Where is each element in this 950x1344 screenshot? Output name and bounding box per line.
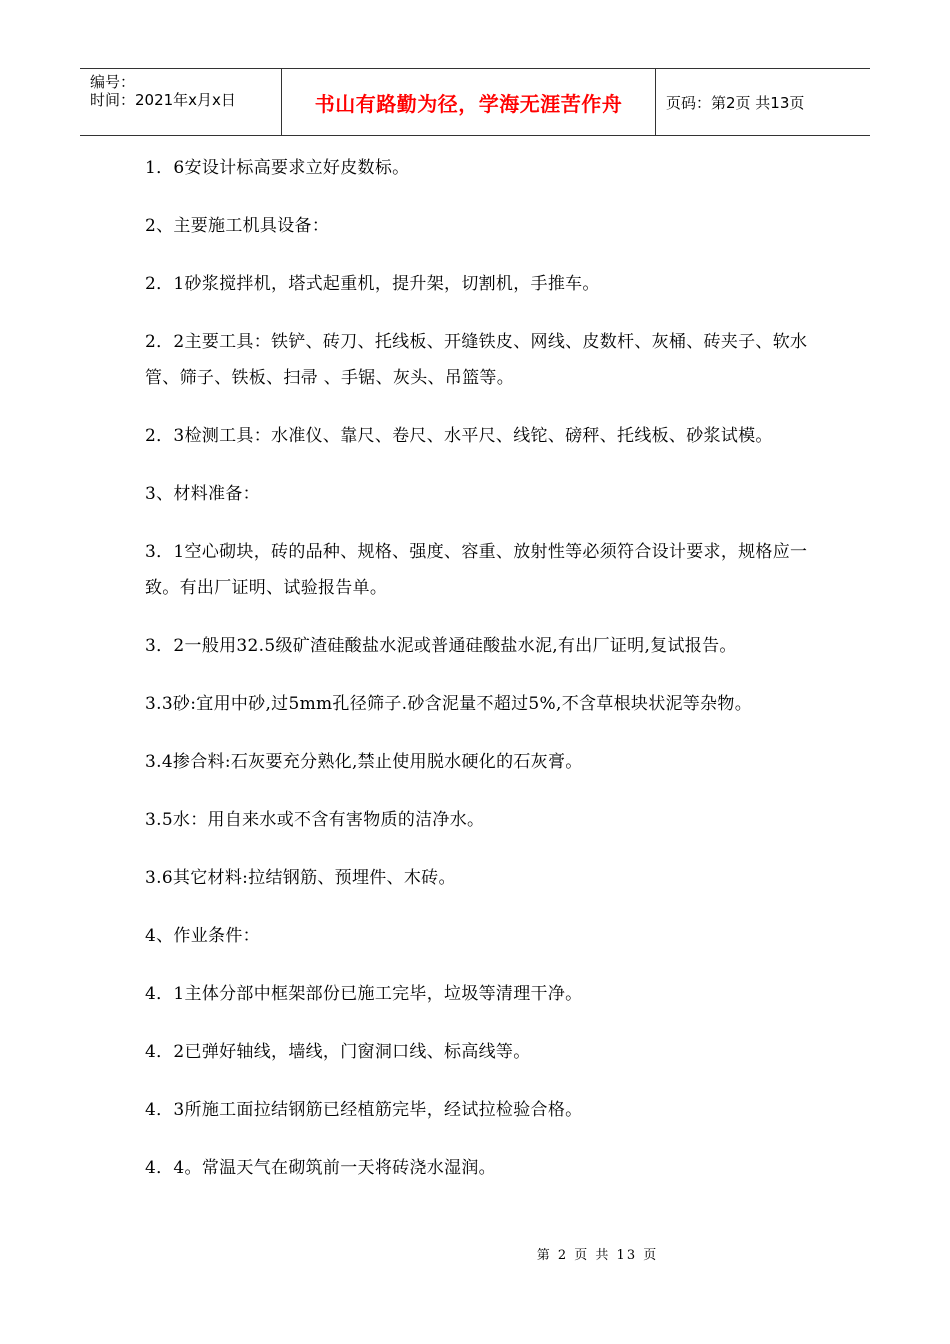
paragraph: 4．1主体分部中框架部份已施工完毕，垃圾等清理干净。 <box>145 984 583 1004</box>
paragraph: 2．3检测工具：水准仪、靠尺、卷尺、水平尺、线铊、磅秤、托线板、砂浆试模。 <box>145 426 773 446</box>
header-page-info: 页码：第2页 共13页 <box>666 93 805 112</box>
paragraph: 3.5水：用自来水或不含有害物质的洁净水。 <box>145 810 485 830</box>
paragraph: 4．4。常温天气在砌筑前一天将砖浇水湿润。 <box>145 1158 496 1178</box>
paragraph: 1．6安设计标高要求立好皮数标。 <box>145 158 410 178</box>
document-time-label: 时间：2021年x月x日 <box>90 91 236 109</box>
document-number-label: 编号： <box>90 73 136 91</box>
paragraph: 4．2已弹好轴线，墙线，门窗洞口线、标高线等。 <box>145 1042 531 1062</box>
document-body <box>145 150 810 1208</box>
paragraph: 3．2一般用32.5级矿渣硅酸盐水泥或普通硅酸盐水泥,有出厂证明,复试报告。 <box>145 636 737 656</box>
paragraph: 3.6其它材料:拉结钢筋、预埋件、木砖。 <box>145 868 456 888</box>
page-footer <box>0 1244 950 1263</box>
paragraph: 4．3所施工面拉结钢筋已经植筋完毕，经试拉检验合格。 <box>145 1100 583 1120</box>
paragraph: 2．1砂浆搅拌机，塔式起重机，提升架，切割机，手推车。 <box>145 274 600 294</box>
paragraph: 2．2主要工具：铁铲、砖刀、托线板、开缝铁皮、网线、皮数杆、灰桶、砖夹子、软水管、筛子、铁板、扫帚 、手锯、灰头、吊篮等。 <box>145 332 808 388</box>
paragraph: 3.4掺合料:石灰要充分熟化,禁止使用脱水硬化的石灰膏。 <box>145 752 583 772</box>
header-slogan: 书山有路勤为径，学海无涯苦作舟 <box>314 91 623 116</box>
page-header <box>80 68 870 136</box>
paragraph: 3.3砂:宜用中砂,过5mm孔径筛子.砂含泥量不超过5%,不含草根块状泥等杂物。 <box>145 694 752 714</box>
paragraph: 3．1空心砌块，砖的品种、规格、强度、容重、放射性等必须符合设计要求，规格应一致。有出厂证明、试验报告单。 <box>145 542 808 598</box>
paragraph: 3、材料准备： <box>145 484 260 504</box>
paragraph: 2、主要施工机具设备： <box>145 216 330 236</box>
header-slogan-cell <box>282 69 656 135</box>
footer-page-number: 第 2 页 共 13 页 <box>536 1248 659 1263</box>
header-meta <box>80 69 282 135</box>
paragraph: 4、作业条件： <box>145 926 260 946</box>
